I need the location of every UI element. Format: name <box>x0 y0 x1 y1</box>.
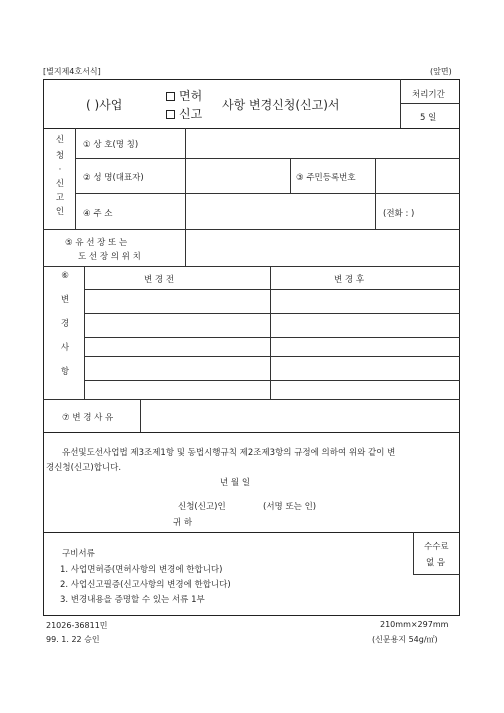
applicant-label-divider <box>185 128 186 229</box>
statement-line2: 경신청(신고)합니다. <box>46 463 122 473</box>
location-label-line2: 도 선 장 의 위 치 <box>78 252 141 262</box>
changes-header-line <box>84 289 460 290</box>
reason-divider <box>140 399 141 432</box>
changes-bottom-line <box>43 399 460 400</box>
page-side-label: (앞면) <box>430 67 452 76</box>
title-suffix: 사항 변경신청(신고)서 <box>222 98 340 112</box>
statement-line1: 유선및도선사업법 제3조제1항 및 동법시행규칙 제2조제3항의 규정에 의하여 위와 같이 변 <box>62 448 396 458</box>
location-bottom-line <box>43 266 460 267</box>
form-frame <box>43 79 460 616</box>
license-checkbox[interactable] <box>166 92 175 101</box>
title-prefix: ( )사업 <box>86 98 123 112</box>
fee-divider <box>413 532 414 574</box>
changes-row-line-1 <box>84 313 460 314</box>
phone-label: (전화 : ) <box>383 209 415 219</box>
processing-label: 처리기간 <box>412 90 445 100</box>
applicant-line-2 <box>75 193 460 194</box>
date-line: 년 월 일 <box>220 478 251 488</box>
reason-label: ⑦ 변 경 사 유 <box>62 413 114 423</box>
approval-date: 99. 1. 22 승인 <box>46 635 100 644</box>
applicant-side-label: 신 청 · 신 고 인 <box>55 135 65 217</box>
option-report-label: 신고 <box>179 107 203 121</box>
id-divider-left <box>290 158 291 193</box>
changes-row-line-3 <box>84 356 460 357</box>
applicant-line-1 <box>75 158 460 159</box>
resident-id-label: ③ 주민등록번호 <box>296 173 356 183</box>
fee-bottom-line <box>413 574 460 575</box>
paper-type: (신문용지 54g/㎡) <box>372 635 438 644</box>
document-item-1: 1. 사업면허증(면허사항의 변경에 한합니다) <box>60 565 223 575</box>
fee-label: 수수료 <box>424 542 449 552</box>
option-license-label: 면허 <box>179 89 203 103</box>
changes-side-label: ⑥ 변 경 사 항 <box>60 271 70 377</box>
processing-value: 5 일 <box>420 113 437 123</box>
changes-row-line-4 <box>84 380 460 381</box>
option-report <box>166 105 202 122</box>
document-item-3: 3. 변경내용을 증명할 수 있는 서류 1부 <box>60 595 205 605</box>
fee-value: 없 음 <box>426 558 446 568</box>
report-checkbox[interactable] <box>166 110 175 119</box>
applicant-side-divider <box>75 128 76 229</box>
statement-bottom-line <box>43 532 460 533</box>
representative-label: ② 성 명(대표자) <box>83 173 144 183</box>
id-divider-right <box>375 158 376 193</box>
option-license <box>166 87 202 104</box>
location-label-line1: ⑤ 유 선 장 또 는 <box>65 238 128 248</box>
form-code: 21026-36811민 <box>46 621 108 630</box>
document-item-2: 2. 사업신고필증(신고사항의 변경에 한합니다) <box>60 580 231 590</box>
title-bottom-line <box>43 128 460 129</box>
signer-label: 신청(신고)인 <box>178 502 226 512</box>
applicant-bottom-line <box>43 229 460 230</box>
location-divider <box>185 229 186 266</box>
sign-note: (서명 또는 인) <box>263 502 317 512</box>
changes-row-line-2 <box>84 337 460 338</box>
documents-title: 구비서류 <box>62 549 95 559</box>
reason-bottom-line <box>43 432 460 433</box>
paper-size: 210mm×297mm <box>380 620 449 629</box>
business-name-label: ① 상 호(명 칭) <box>83 140 139 150</box>
address-label: ④ 주 소 <box>83 209 113 219</box>
form-number: [별지제4호서식] <box>43 67 101 76</box>
phone-divider <box>375 193 376 229</box>
recipient-label: 귀 하 <box>173 518 193 528</box>
processing-divider <box>400 103 460 104</box>
before-change-header: 변 경 전 <box>144 275 175 285</box>
after-change-header: 변 경 후 <box>334 275 365 285</box>
